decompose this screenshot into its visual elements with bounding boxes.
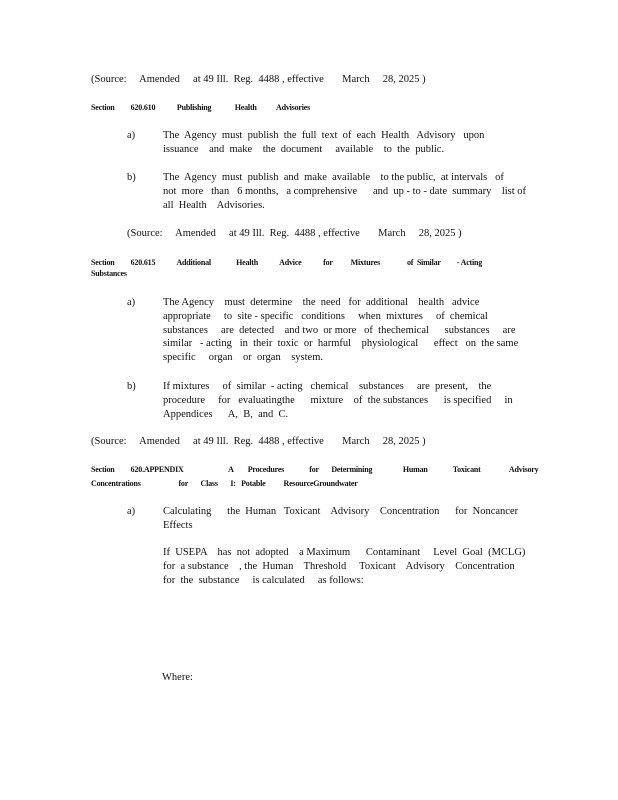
item-text-615-b: If mixtures of similar - acting chemical substances are present, the procedure for evaluatingthe mixture of the substances is specified in Appendices A, B, and C. — [163, 381, 513, 420]
source-note-3: (Source: Amended at 49 Ill. Reg. 4488 , effective March 28, 2025 ) — [91, 436, 426, 447]
item-label-615-a: a) — [127, 297, 136, 308]
section-heading-appendix-a-cont: Concentrations for Class I: Potable ResourceGroundwater — [91, 479, 358, 488]
source-note-1: (Source: Amended at 49 Ill. Reg. 4488 , effective March 28, 2025 ) — [91, 74, 426, 85]
item-text-610-a: The Agency must publish the full text of each Health Advisory upon issuance and make the document available to the public. — [163, 130, 485, 155]
item-label-appendix-a: a) — [127, 506, 136, 517]
item-text-appendix-a: Calculating the Human Toxicant Advisory Concentration for Noncancer Effects — [163, 506, 519, 531]
item-label-615-b: b) — [127, 381, 136, 392]
section-heading-620-615-cont: Substances — [91, 269, 127, 278]
section-heading-620-610: Section 620.610 Publishing Health Advisories — [91, 103, 311, 112]
section-heading-620-615: Section 620.615 Additional Health Advice for Mixtures of Similar - Acting — [91, 258, 483, 267]
item-label-610-b: b) — [127, 172, 136, 183]
section-heading-appendix-a: Section 620.APPENDIX A Procedures for Determining Human Toxicant Advisory — [91, 465, 539, 474]
where-label: Where: — [162, 672, 193, 683]
item-text-610-b: The Agency must publish and make available to the public, at intervals of not more than 6 months, a comprehensive and up - to - date summary list of all Health Advisories. — [163, 172, 527, 211]
source-note-2: (Source: Amended at 49 Ill. Reg. 4488 , effective March 28, 2025 ) — [127, 228, 462, 239]
appendix-paragraph: If USEPA has not adopted a Maximum Contaminant Level Goal (MCLG) for a substance , the Human Threshold Toxicant Advisory Concentration for the substance is calculated as follows: — [163, 547, 526, 586]
item-label-610-a: a) — [127, 130, 136, 141]
item-text-615-a: The Agency must determine the need for additional health advice appropriate to site - specific conditions when mixtures of chemical substances are detected and two or more of thechemical substances are similar - acting in their toxic or harmful physiological effect on the same specific organ or organ system. — [163, 297, 519, 364]
